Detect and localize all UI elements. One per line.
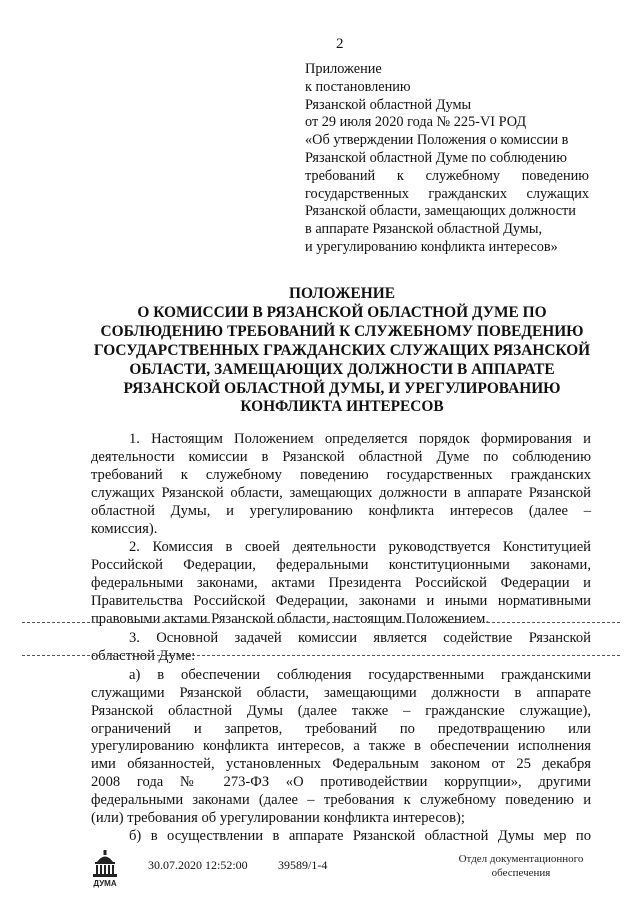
body-line: 1. Настоящим Положением определяется порядок формирования и	[129, 431, 591, 447]
body-line: 2. Комиссия в своей деятельности руководствуется Конституцией	[129, 539, 591, 556]
appendix-line: государственных гражданских служащих	[305, 185, 589, 202]
appendix-line: Рязанской областной Думы	[305, 96, 472, 113]
body-line: 2008 года № 273-ФЗ «О противодействии коррупции», другими	[91, 774, 591, 791]
body-line: служащими Рязанской области, замещающими должности в аппарате	[91, 684, 591, 701]
body-line: служащих Рязанской области, замещающих должности в аппарате Рязанской	[91, 484, 591, 501]
body-line: Правительства Российской Федерации, законами и иными нормативными	[91, 593, 591, 610]
duma-building-icon	[88, 848, 122, 890]
logo-caption: ДУМА	[93, 879, 117, 888]
body-line: деятельности комиссии в Рязанской областной Думе по соблюдению	[91, 448, 591, 465]
body-line: федеральными законами (далее – требования к служебному поведению и	[91, 792, 591, 809]
department-line: обеспечения	[491, 867, 551, 879]
paragraph-1	[91, 431, 591, 538]
appendix-line: от 29 июля 2020 года № 225-VI РОД	[305, 114, 527, 131]
body-line: ограничений и запретов, требований по предотвращению или	[91, 720, 591, 737]
department-line: Отдел документационного	[458, 853, 584, 865]
scan-dash-line	[22, 655, 620, 656]
title-line: ОБЛАСТИ, ЗАМЕЩАЮЩИХ ДОЛЖНОСТИ В АППАРАТЕ	[129, 360, 555, 378]
body-line: комиссия).	[91, 520, 158, 537]
footer-doc-number: 39589/1-4	[278, 858, 328, 872]
appendix-line: к постановлению	[305, 78, 411, 95]
body-line: а) в обеспечении соблюдения государственными гражданскими	[129, 666, 591, 683]
body-line: областной Думе:	[91, 647, 196, 664]
body-line: правовыми актами Рязанской области, настоящим Положением.	[91, 611, 489, 628]
paragraph-5	[91, 828, 591, 846]
body-line: ими обязанностей, установленных Федеральным законом от 25 декабря	[91, 756, 591, 773]
appendix-line: требований к служебному поведению	[305, 167, 589, 184]
body-line: 3. Основной задачей комиссии является содействие Рязанской	[129, 629, 591, 646]
body-line: Российской Федерации, федеральными конституционными законами,	[91, 557, 591, 574]
footer-datetime: 30.07.2020 12:52:00	[148, 858, 248, 872]
paragraph-2	[91, 539, 591, 629]
title-line: О КОМИССИИ В РЯЗАНСКОЙ ОБЛАСТНОЙ ДУМЕ ПО	[137, 303, 547, 321]
page-number: 2	[336, 36, 344, 52]
body-line: (или) требования об урегулировании конфликта интересов);	[91, 810, 465, 827]
title-line: КОНФЛИКТА ИНТЕРЕСОВ	[240, 398, 444, 416]
appendix-line: Рязанской области, замещающих должности	[305, 203, 576, 220]
title-line: ПОЛОЖЕНИЕ	[289, 285, 395, 302]
duma-logo	[88, 848, 122, 890]
body-line: областной Думы, и урегулированию конфликта интересов (далее –	[91, 502, 591, 519]
body-line: федеральными законами, актами Президента Российской Федерации и	[91, 575, 591, 592]
document-title	[92, 285, 592, 417]
page-footer	[0, 848, 640, 898]
body-line: б) в осуществлении в аппарате Рязанской областной Думы мер по	[129, 827, 591, 844]
appendix-line: «Об утверждении Положения о комиссии в	[305, 132, 569, 149]
body-line: Рязанской областной Думы (далее также – гражданские служащие),	[91, 702, 591, 719]
appendix-line: Рязанской областной Думе по соблюдению	[305, 149, 567, 166]
document-body	[91, 431, 591, 846]
appendix-line: Приложение	[305, 61, 382, 77]
paragraph-3	[91, 630, 591, 666]
scan-dash-line	[22, 622, 620, 623]
appendix-line: и урегулированию конфликта интересов»	[305, 238, 558, 255]
title-line: ГОСУДАРСТВЕННЫХ ГРАЖДАНСКИХ СЛУЖАЩИХ РЯЗАНСКОЙ	[93, 341, 591, 359]
body-line: требований к служебному поведению государственных гражданских	[91, 466, 591, 483]
appendix-line: в аппарате Рязанской областной Думы,	[305, 221, 543, 238]
paragraph-4	[91, 667, 591, 828]
title-line: СОБЛЮДЕНИЮ ТРЕБОВАНИЙ К СЛУЖЕБНОМУ ПОВЕДЕНИЮ	[100, 322, 584, 340]
body-line: урегулированию конфликта интересов, а также в обеспечении исполнения	[91, 738, 591, 755]
footer-department	[446, 852, 596, 880]
appendix-block	[305, 61, 589, 257]
title-line: РЯЗАНСКОЙ ОБЛАСТНОЙ ДУМЫ, И УРЕГУЛИРОВАНИЮ	[123, 379, 561, 397]
